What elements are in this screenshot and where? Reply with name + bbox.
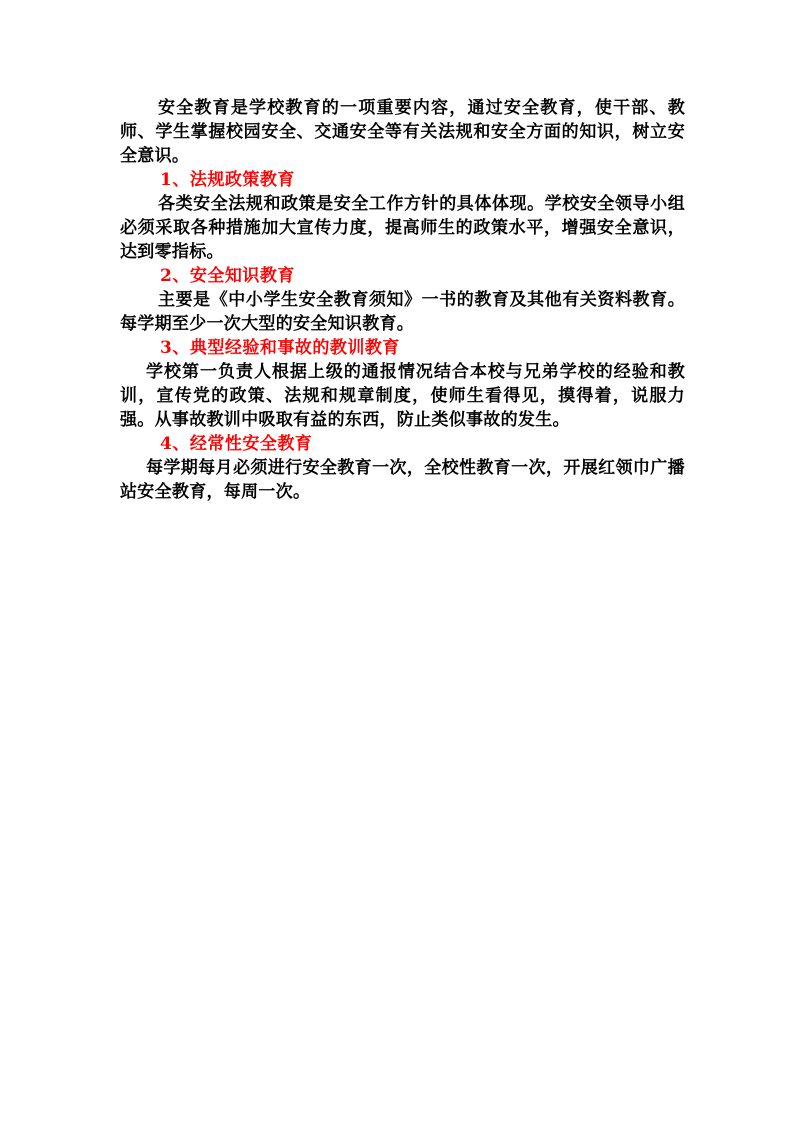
section-heading-1: 1、法规政策教育 — [160, 170, 295, 190]
intro-paragraph: 安全教育是学校教育的一项重要内容，通过安全教育，使干部、教师、学生掌握校园安全、交通安全等有关法规和安全方面的知识，树立安全意识。 — [120, 98, 685, 166]
section-heading-3: 3、典型经验和事故的教训教育 — [160, 338, 400, 358]
section-body-1: 各类安全法规和政策是安全工作方针的具体体现。学校安全领导小组必须采取各种措施加大宣传力度，提高师生的政策水平，增强安全意识，达到零指标。 — [120, 194, 685, 262]
section-body-2: 主要是《中小学生安全教育须知》一书的教育及其他有关资料教育。每学期至少一次大型的安全知识教育。 — [120, 290, 685, 334]
section-heading-4: 4、经常性安全教育 — [160, 434, 313, 454]
section-body-4: 每学期每月必须进行安全教育一次，全校性教育一次，开展红领巾广播站安全教育，每周一次。 — [120, 458, 685, 502]
section-heading-2: 2、安全知识教育 — [160, 266, 295, 286]
section-body-3: 学校第一负责人根据上级的通报情况结合本校与兄弟学校的经验和教训，宣传党的政策、法规和规章制度，使师生看得见，摸得着，说服力强。从事故教训中吸取有益的东西，防止类似事故的发生。 — [120, 362, 685, 430]
document-page — [120, 96, 685, 504]
